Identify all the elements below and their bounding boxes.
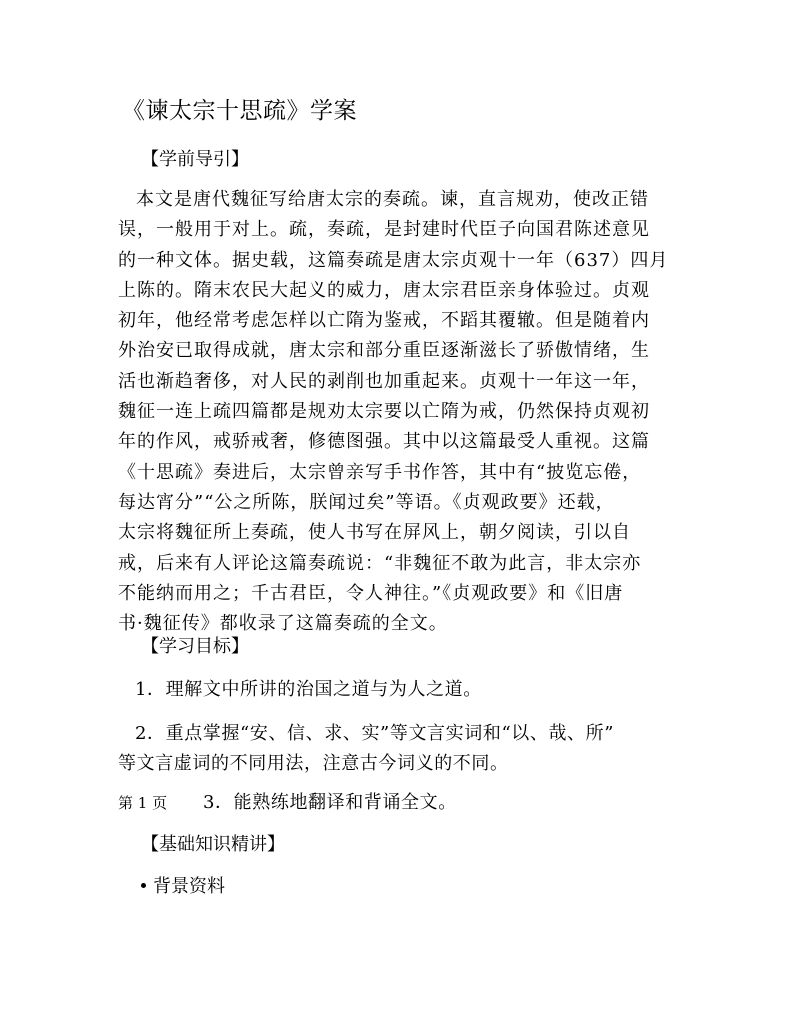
paragraph-line: 本文是唐代魏征写给唐太宗的奏疏。谏，直言规劝，使改正错 xyxy=(136,189,649,210)
objective-item-1: 1．理解文中所讲的治国之道与为人之道。 xyxy=(135,679,482,700)
paragraph-line: 上陈的。隋末农民大起义的威力，唐太宗君臣亲身体验过。贞观 xyxy=(118,279,650,301)
paragraph-line: 每达宵分”“公之所陈，朕闻过矣”等语。《贞观政要》还载， xyxy=(118,491,615,513)
paragraph-line: 的一种文体。据史载，这篇奏疏是唐太宗贞观十一年（637）四月 xyxy=(118,249,669,271)
paragraph-line: 太宗将魏征所上奏疏，使人书写在屏风上，朝夕阅读，引以自 xyxy=(118,522,631,544)
page-number: 第 1 页 xyxy=(118,794,168,812)
section-heading-preview: 【学前导引】 xyxy=(141,149,249,170)
paragraph-line: 误，一般用于对上。疏，奏疏，是封建时代臣子向国君陈述意见 xyxy=(118,219,650,241)
paragraph-line: 《十思疏》奏进后，太宗曾亲写手书作答，其中有“披览忘倦， xyxy=(118,461,642,483)
paragraph-line: 戒，后来有人评论这篇奏疏说：“非魏征不敢为此言，非太宗亦 xyxy=(118,552,642,574)
paragraph-line: 初年，他经常考虑怎样以亡隋为鉴戒，不蹈其覆辙。但是随着内 xyxy=(118,310,650,332)
bullet-label: 背景资料 xyxy=(153,876,225,897)
document-title: 《谏太宗十思疏》学案 xyxy=(122,98,357,124)
objective-item-3: 3．能熟练地翻译和背诵全文。 xyxy=(203,792,457,813)
bullet-item xyxy=(141,874,225,900)
objective-item-2-line-2: 等文言虚词的不同用法，注意古今词义的不同。 xyxy=(118,753,509,774)
objective-item-2-line-1: 2．重点掌握“安、信、求、实”等文言实词和“以、哉、所” xyxy=(135,723,615,744)
section-heading-basics: 【基础知识精讲】 xyxy=(141,834,285,855)
paragraph-line: 年的作风，戒骄戒奢，修德图强。其中以这篇最受人重视。这篇 xyxy=(118,431,650,453)
bullet-dot-icon xyxy=(141,883,146,888)
paragraph-line: 魏征一连上疏四篇都是规劝太宗要以亡隋为戒，仍然保持贞观初 xyxy=(118,401,650,423)
paragraph-line: 不能纳而用之；千古君臣，令人神往。”《贞观政要》和《旧唐 xyxy=(118,582,624,604)
paragraph-line: 活也渐趋奢侈，对人民的剥削也加重起来。贞观十一年这一年， xyxy=(118,370,650,392)
paragraph-line: 书·魏征传》都收录了这篇奏疏的全文。 xyxy=(118,613,448,635)
paragraph-line: 外治安已取得成就，唐太宗和部分重臣逐渐滋长了骄傲情绪，生 xyxy=(118,340,650,362)
section-heading-objectives: 【学习目标】 xyxy=(141,636,249,657)
preview-paragraph xyxy=(118,185,678,639)
